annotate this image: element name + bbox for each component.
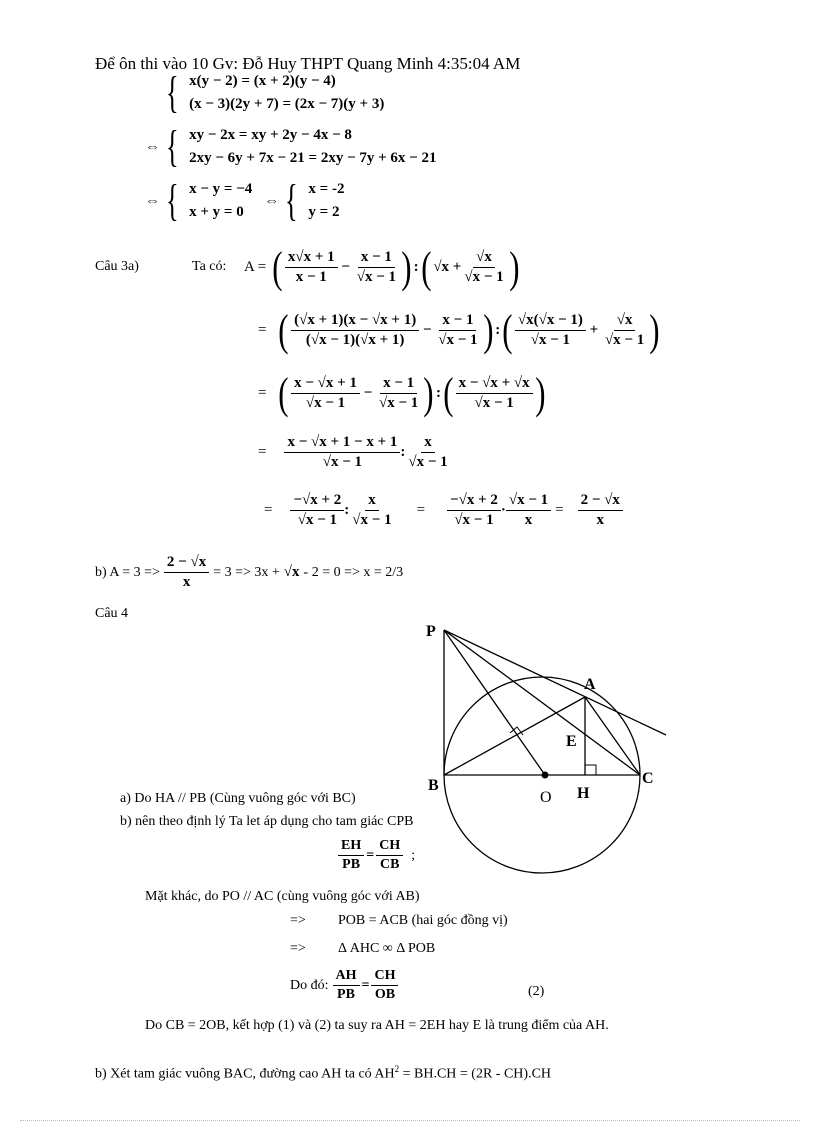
conclusion-line: Do CB = 2OB, kết hợp (1) và (2) ta suy ra AH = 2EH hay E là trung điểm của AH. xyxy=(145,1018,609,1033)
frac-den: PB xyxy=(337,987,355,1002)
system-3-eq1: x − y = −4 xyxy=(189,181,253,197)
equals: = xyxy=(258,385,267,401)
right-angle-h-icon xyxy=(585,765,596,775)
frac-den: √x − 1 xyxy=(474,395,514,411)
colon: : xyxy=(495,322,501,338)
cau3-label: Câu 3a) xyxy=(95,259,139,274)
do-do: Do đó: xyxy=(290,977,329,993)
segment-po xyxy=(444,630,545,775)
part-b-pre: b) Xét tam giác vuông BAC, đường cao AH ta có AH xyxy=(95,1066,395,1082)
frac-num: √x xyxy=(473,249,495,268)
implies-1-arrow: => xyxy=(290,913,306,928)
frac-num: x√x + 1 xyxy=(285,249,338,268)
brace-icon: { xyxy=(166,176,179,225)
expr-line-1: A = ( $\frac{x√x + 1}{x - 1}$ − $\frac{x - 1}{√x - 1}$ ) : ( √x + $\frac{√x}{√x - 1}$ ) xyxy=(244,243,520,292)
cau4-label: Câu 4 xyxy=(95,606,129,621)
system-1-eq2: (x − 3)(2y + 7) = (2x − 7)(y + 3) xyxy=(189,96,385,112)
segment-pc xyxy=(444,630,640,775)
label-e: E xyxy=(566,733,577,750)
frac-den: PB xyxy=(342,857,361,872)
frac-den: x − 1 xyxy=(295,269,327,285)
expr-term: √x + xyxy=(433,259,462,275)
bottom-dotted-rule xyxy=(20,1120,800,1121)
frac-num: AH xyxy=(333,968,360,986)
part-b-post: = BH.CH = (2R - CH).CH xyxy=(399,1066,552,1082)
cau3b-sqrt: √x xyxy=(283,564,300,580)
frac-num: x xyxy=(365,492,379,511)
cau3b-rest2: - 2 = 0 => x = 2/3 xyxy=(303,564,404,580)
frac-den: √x − 1 xyxy=(438,332,478,348)
frac-den: √x − 1 xyxy=(530,332,571,348)
frac-den: CB xyxy=(379,857,400,872)
ratio-line-2: Do đó: $\frac{AH}{PB}$ = $\frac{CH}{OB}$ xyxy=(290,968,398,1003)
equals: = xyxy=(258,444,267,460)
frac-den: √x − 1 xyxy=(604,332,645,348)
center-dot-icon xyxy=(542,772,549,779)
label-b: B xyxy=(428,777,439,794)
frac-num: CH xyxy=(371,968,398,986)
brace-icon: { xyxy=(166,122,179,171)
implies-2: Δ AHC ∞ Δ POB xyxy=(338,941,436,956)
frac-num: x − 1 xyxy=(439,312,476,331)
frac-den: √x − 1 xyxy=(356,269,396,285)
label-h: H xyxy=(577,785,590,802)
frac-num: √x − 1 xyxy=(506,492,551,511)
system-3-res2: y = 2 xyxy=(308,204,340,220)
frac-den: √x − 1 xyxy=(408,454,448,470)
frac-num: −√x + 2 xyxy=(290,492,344,511)
ratio-line-1: $\frac{EH}{PB}$ = $\frac{CH}{CB}$ ; xyxy=(338,838,415,873)
colon: : xyxy=(435,385,441,401)
frac-den: √x − 1 xyxy=(297,512,338,528)
cau3-taco: Ta có: xyxy=(192,259,227,274)
semicolon: ; xyxy=(411,847,416,863)
frac-den: √x − 1 xyxy=(322,454,363,470)
page-header: Để ôn thi vào 10 Gv: Đỗ Huy THPT Quang Minh 4:35:04 AM xyxy=(95,54,521,73)
part-b-sup: 2 xyxy=(394,1064,400,1074)
equals: = xyxy=(264,502,273,518)
frac-num: x − √x + 1 − x + 1 xyxy=(284,434,400,453)
frac-num: EH xyxy=(338,838,364,856)
brace-icon: { xyxy=(285,176,298,225)
system-3-eq2: x + y = 0 xyxy=(189,204,244,220)
tangent-line xyxy=(444,630,666,735)
label-p: P xyxy=(426,623,436,640)
system-1-eq1: x(y − 2) = (x + 2)(y − 4) xyxy=(189,73,336,89)
a-equals: A = xyxy=(244,259,267,275)
cau3b-rest1: = 3 => 3x + xyxy=(213,564,280,580)
equals: = xyxy=(416,502,426,518)
segment-ab xyxy=(444,697,585,775)
frac-num: CH xyxy=(376,838,403,856)
expr-line-5: = $\frac{-√x + 2}{√x - 1}$ : $\frac{x}{√x - 1}$ = $\frac{-√x + 2}{√x - 1}$ · $\frac{√x - 1}{x}$ = $\frac{2 - √x}{x}$ xyxy=(264,492,623,529)
frac-num: x − √x + 1 xyxy=(291,375,360,394)
frac-num: −√x + 2 xyxy=(447,492,501,511)
frac-num: x − 1 xyxy=(380,375,417,394)
frac-den: √x − 1 xyxy=(352,512,392,528)
equiv-arrow: ⇔ xyxy=(145,192,160,209)
frac-den: x xyxy=(596,512,605,528)
frac-den: (√x − 1)(√x + 1) xyxy=(305,332,405,348)
frac-den: √x − 1 xyxy=(379,395,419,411)
equals: = xyxy=(258,322,267,338)
label-a: A xyxy=(584,676,596,693)
frac-num: √x(√x − 1) xyxy=(515,312,586,331)
label-c: C xyxy=(642,770,654,787)
frac-num: x − 1 xyxy=(358,249,395,268)
system-2-eq1: xy − 2x = xy + 2y − 4x − 8 xyxy=(189,127,352,143)
frac-den: x xyxy=(182,574,191,590)
part-b-line xyxy=(95,1064,551,1083)
frac-den: √x − 1 xyxy=(305,395,346,411)
frac-den: √x − 1 xyxy=(454,512,494,528)
brace-icon: { xyxy=(166,68,179,117)
frac-num: x xyxy=(421,434,435,453)
frac-num: 2 − √x xyxy=(164,554,209,573)
cau4-b-line: b) nên theo định lý Ta let áp dụng cho tam giác CPB xyxy=(120,814,414,829)
frac-num: 2 − √x xyxy=(578,492,623,511)
equiv-arrow: ⇔ xyxy=(264,192,280,209)
frac-num: (√x + 1)(x − √x + 1) xyxy=(291,312,419,331)
frac-num: x − √x + √x xyxy=(456,375,533,394)
implies-2-arrow: => xyxy=(290,941,306,956)
colon: : xyxy=(344,502,350,518)
eq-number-2: (2) xyxy=(528,984,545,999)
frac-den: √x − 1 xyxy=(464,269,504,285)
label-o: O xyxy=(540,789,552,806)
colon: : xyxy=(400,444,406,460)
implies-1: POB = ACB (hai góc đồng vị) xyxy=(338,913,508,928)
frac-num: √x xyxy=(614,312,636,331)
equiv-arrow: ⇔ xyxy=(145,138,160,155)
expr-line-3: = ( $\frac{x - √x + 1}{√x - 1}$ − $\frac{x - 1}{√x - 1}$ ) : ( $\frac{x - √x + √x}{√x - 1}$ ) xyxy=(258,369,546,418)
system-3-res1: x = -2 xyxy=(308,181,345,197)
cau3b-prefix: b) A = 3 => xyxy=(95,564,160,580)
equals: = xyxy=(555,502,564,518)
frac-den: x xyxy=(524,512,533,528)
system-2-eq2: 2xy − 6y + 7x − 21 = 2xy − 7y + 6x − 21 xyxy=(189,150,437,166)
colon: : xyxy=(413,259,419,275)
frac-den: OB xyxy=(374,987,396,1002)
mat-khac-line: Mặt khác, do PO // AC (cùng vuông góc với AB) xyxy=(145,889,420,904)
cau4-a-line: a) Do HA // PB (Cùng vuông góc với BC) xyxy=(120,791,356,806)
expr-line-2: = ( $\frac{(√x + 1)(x - √x + 1)}{(√x - 1)(√x + 1)}$ − $\frac{x - 1}{√x - 1}$ ) : ( $\frac{√x(√x - 1)}{√x - 1}$ + $\frac{√x}{√x - 1}$ ) xyxy=(258,306,660,355)
